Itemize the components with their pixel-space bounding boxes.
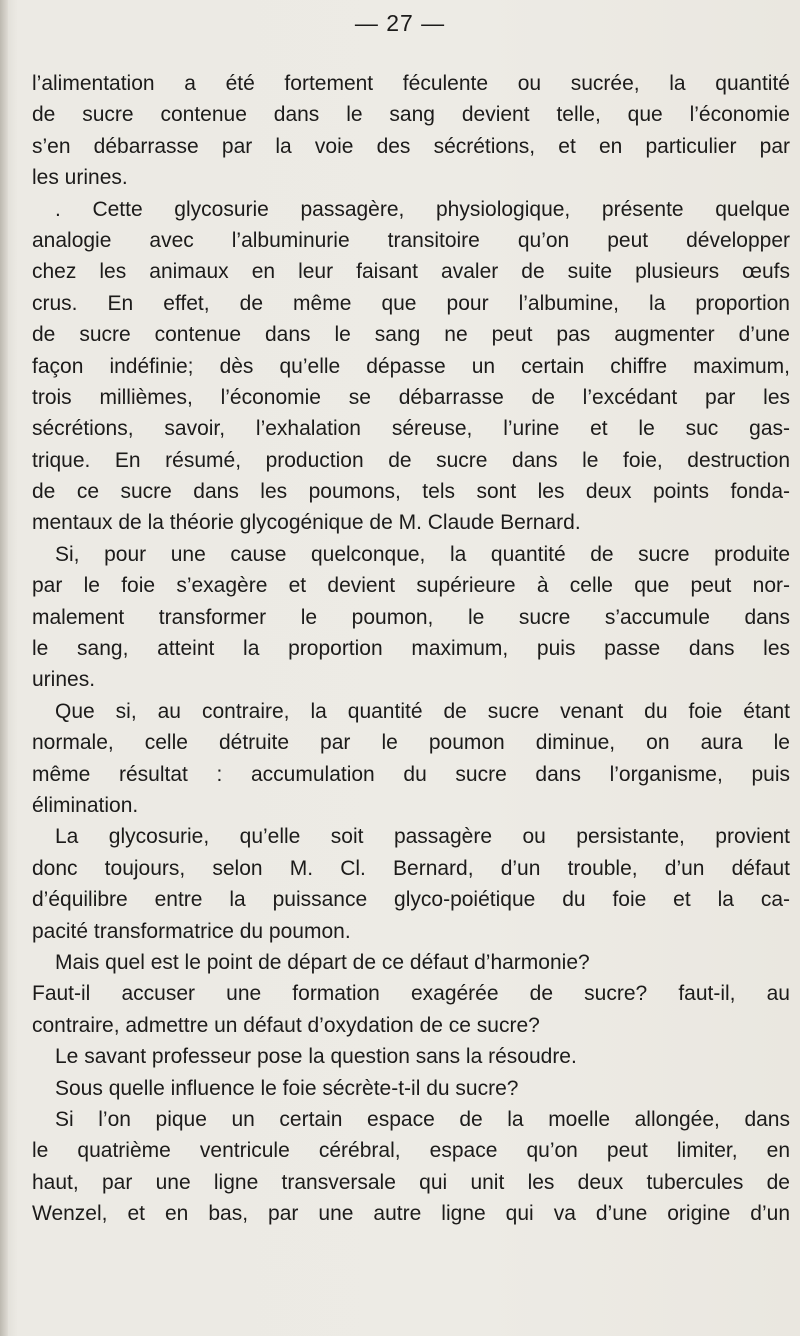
text-line: le quatrième ventricule cérébral, espace qu’on peut limiter, en bbox=[32, 1139, 790, 1163]
text-line: Faut-il accuser une formation exagérée de sucre? faut-il, au bbox=[32, 982, 790, 1006]
text-line: de sucre contenue dans le sang ne peut pas augmenter d’une bbox=[32, 323, 790, 347]
text-line: donc toujours, selon M. Cl. Bernard, d’un trouble, d’un défaut bbox=[32, 856, 790, 880]
text-line: Wenzel, et en bas, par une autre ligne qui va d’une origine d’un bbox=[32, 1202, 790, 1226]
text-line: . Cette glycosurie passagère, physiologique, présente quelque bbox=[55, 197, 790, 221]
text-line: haut, par une ligne transversale qui unit les deux tubercules de bbox=[32, 1170, 790, 1194]
page-number: — 27 — bbox=[354, 10, 446, 36]
text-line: sécrétions, savoir, l’exhalation séreuse, l’urine et le suc gas- bbox=[32, 417, 790, 441]
text-line: chez les animaux en leur faisant avaler de suite plusieurs œufs bbox=[32, 260, 790, 284]
text-line: élimination. bbox=[32, 793, 139, 817]
text-line: contraire, admettre un défaut d’oxydation de ce sucre? bbox=[32, 1013, 540, 1037]
text-line: crus. En effet, de même que pour l’albumine, la proportion bbox=[32, 291, 790, 315]
text-line: Sous quelle influence le foie sécrète-t-il du sucre? bbox=[55, 1076, 519, 1100]
text-line: le sang, atteint la proportion maximum, puis passe dans les bbox=[32, 637, 790, 661]
binding-edge bbox=[0, 0, 8, 1336]
text-line: de ce sucre dans les poumons, tels sont les deux points fonda- bbox=[32, 480, 790, 504]
text-line: urines. bbox=[32, 668, 96, 692]
text-line: trois millièmes, l’économie se débarrasse de l’excédant par les bbox=[32, 385, 790, 409]
body-text bbox=[32, 68, 790, 1229]
text-line: l’alimentation a été fortement féculente ou sucrée, la quantité bbox=[32, 72, 790, 95]
text-line: façon indéfinie; dès qu’elle dépasse un certain chiffre maximum, bbox=[32, 354, 790, 378]
text-line: La glycosurie, qu’elle soit passagère ou persistante, provient bbox=[55, 825, 790, 849]
text-line: Le savant professeur pose la question sans la résoudre. bbox=[55, 1045, 577, 1069]
text-line: les urines. bbox=[32, 166, 128, 190]
text-line: s’en débarrasse par la voie des sécrétions, et en particulier par bbox=[32, 134, 790, 158]
text-line: par le foie s’exagère et devient supérieure à celle que peut nor- bbox=[32, 574, 790, 598]
text-line: de sucre contenue dans le sang devient telle, que l’économie bbox=[32, 103, 790, 127]
text-line: pacité transformatrice du poumon. bbox=[32, 919, 351, 943]
text-line: trique. En résumé, production de sucre dans le foie, destruction bbox=[32, 448, 790, 472]
text-line: d’équilibre entre la puissance glyco-poiétique du foie et la ca- bbox=[32, 888, 790, 912]
text-line: Si, pour une cause quelconque, la quantité de sucre produite bbox=[55, 542, 790, 566]
text-line: malement transformer le poumon, le sucre s’accumule dans bbox=[32, 605, 790, 629]
text-line: Mais quel est le point de départ de ce défaut d’harmonie? bbox=[55, 950, 590, 974]
text-line: Que si, au contraire, la quantité de sucre venant du foie étant bbox=[55, 699, 790, 723]
text-line: analogie avec l’albuminurie transitoire qu’on peut développer bbox=[32, 228, 790, 252]
text-line: Si l’on pique un certain espace de la moelle allongée, dans bbox=[55, 1107, 790, 1131]
text-line: même résultat : accumulation du sucre dans l’organisme, puis bbox=[32, 762, 790, 786]
text-line: mentaux de la théorie glycogénique de M. Claude Bernard. bbox=[32, 511, 581, 535]
text-line: normale, celle détruite par le poumon diminue, on aura le bbox=[32, 731, 790, 755]
